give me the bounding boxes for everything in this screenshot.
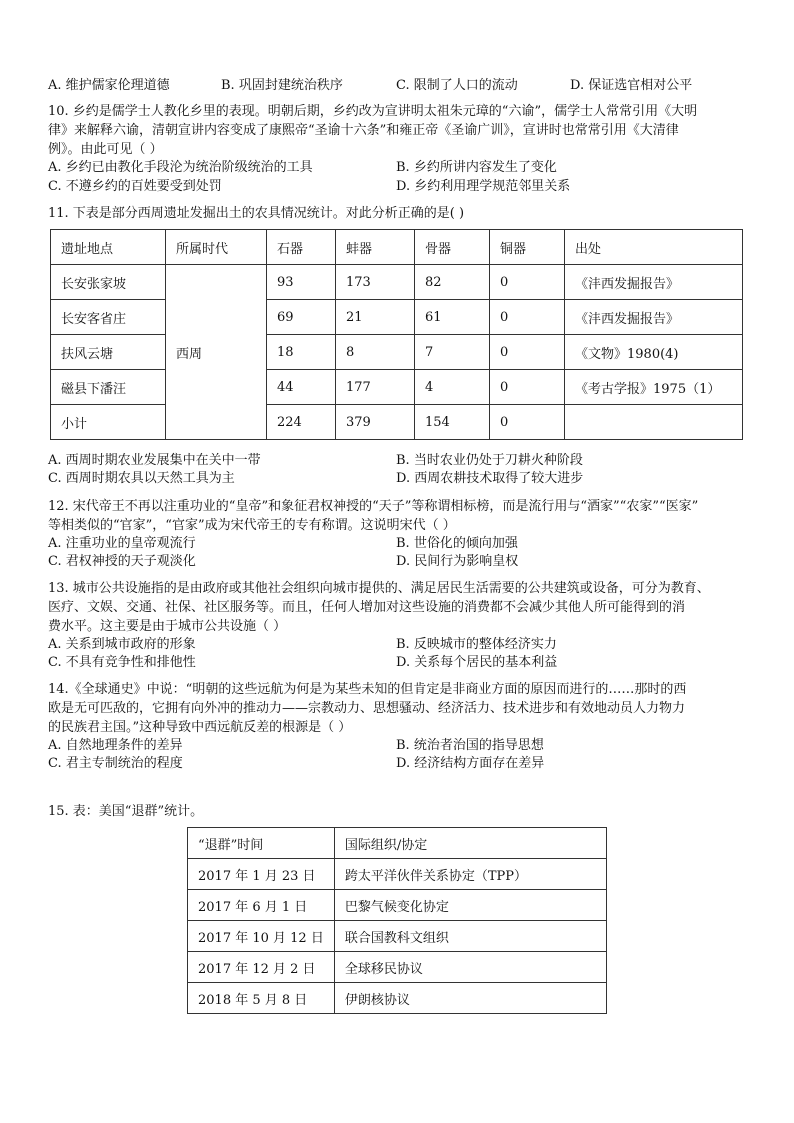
q12-option-c: C. 君权神授的天子观淡化 bbox=[48, 554, 196, 569]
header-cell: “退群”时间 bbox=[188, 828, 335, 859]
era-cell: 西周 bbox=[166, 265, 267, 440]
table-cell: 《沣西发掘报告》 bbox=[565, 300, 743, 335]
table-row bbox=[188, 983, 607, 1014]
q10-option-d: D. 乡约利用理学规范邻里关系 bbox=[396, 179, 571, 194]
q10-stem-line: 例》。由此可见（ ） bbox=[48, 142, 163, 157]
table-cell: 0 bbox=[490, 335, 565, 370]
q13-option-c: C. 不具有竞争性和排他性 bbox=[48, 655, 196, 670]
q11-stem: 11. 下表是部分西周遗址发掘出土的农具情况统计。对此分析正确的是( ) bbox=[48, 206, 465, 221]
q10-stem-line: 10. 乡约是儒学士人教化乡里的表现。明朝后期，乡约改为宣讲明太祖朱元璋的“六谕”，儒学士人常常引用《大明 bbox=[48, 104, 698, 119]
table-cell: 2017 年 10 月 12 日 bbox=[188, 921, 335, 952]
table-cell: 长安张家坡 bbox=[51, 265, 166, 300]
q11-option-d: D. 西周农耕技术取得了较大进步 bbox=[396, 471, 584, 486]
table-row bbox=[188, 890, 607, 921]
table-cell: 全球移民协议 bbox=[334, 952, 606, 983]
header-cell: 石器 bbox=[267, 230, 336, 265]
q14-option-c: C. 君主专制统治的程度 bbox=[48, 756, 183, 771]
q10-option-a: A. 乡约已由教化手段沦为统治阶级统治的工具 bbox=[48, 160, 313, 175]
q9-option-d: D. 保证选官相对公平 bbox=[570, 78, 693, 93]
q14-option-d: D. 经济结构方面存在差异 bbox=[396, 756, 545, 771]
q12-option-a: A. 注重功业的皇帝观流行 bbox=[48, 536, 196, 551]
table-cell: 0 bbox=[490, 300, 565, 335]
table-cell: 8 bbox=[336, 335, 415, 370]
q10-option-c: C. 不遵乡约的百姓要受到处罚 bbox=[48, 179, 222, 194]
table-cell: 173 bbox=[336, 265, 415, 300]
table-cell: 2017 年 12 月 2 日 bbox=[188, 952, 335, 983]
q12-option-d: D. 民间行为影响皇权 bbox=[396, 554, 519, 569]
table-cell: 224 bbox=[267, 405, 336, 440]
table-cell: 4 bbox=[415, 370, 490, 405]
q13-option-a: A. 关系到城市政府的形象 bbox=[48, 637, 196, 652]
table-cell: 《文物》1980(4) bbox=[565, 335, 743, 370]
table-cell: 小计 bbox=[51, 405, 166, 440]
table-cell: 61 bbox=[415, 300, 490, 335]
table-cell: 《考古学报》1975（1） bbox=[565, 370, 743, 405]
q9-option-c: C. 限制了人口的流动 bbox=[396, 78, 518, 93]
header-cell: 骨器 bbox=[415, 230, 490, 265]
q14-option-a: A. 自然地理条件的差异 bbox=[48, 738, 183, 753]
table-row bbox=[51, 265, 743, 300]
q12-stem-line: 等相类似的“官家”，“官家”成为宋代帝王的专有称谓。这说明宋代（ ） bbox=[48, 518, 456, 533]
q9-option-a: A. 维护儒家伦理道德 bbox=[48, 78, 170, 93]
table-cell: 长安客省庄 bbox=[51, 300, 166, 335]
table-cell: 扶风云塘 bbox=[51, 335, 166, 370]
header-cell: 国际组织/协定 bbox=[334, 828, 606, 859]
q15-stem: 15. 表：美国“退群”统计。 bbox=[48, 804, 204, 819]
table-cell: 44 bbox=[267, 370, 336, 405]
table-cell: 177 bbox=[336, 370, 415, 405]
table-cell: 巴黎气候变化协定 bbox=[334, 890, 606, 921]
table-cell: 154 bbox=[415, 405, 490, 440]
table-cell: 82 bbox=[415, 265, 490, 300]
q11-table bbox=[50, 229, 743, 440]
q15-table bbox=[187, 827, 607, 1014]
q14-stem-line: 14.《全球通史》中说：“明朝的这些远航为何是为某些未知的但肯定是非商业方面的原因而进行的……那时的西 bbox=[48, 682, 687, 697]
table-cell: 《沣西发掘报告》 bbox=[565, 265, 743, 300]
header-cell: 铜器 bbox=[490, 230, 565, 265]
q11-option-b: B. 当时农业仍处于刀耕火种阶段 bbox=[396, 453, 583, 468]
table-cell: 跨太平洋伙伴关系协定（TPP） bbox=[334, 859, 606, 890]
q13-stem-line: 13. 城市公共设施指的是由政府或其他社会组织向城市提供的、满足居民生活需要的公共建筑或设备，可分为教育、 bbox=[48, 581, 710, 596]
table-row bbox=[51, 405, 743, 440]
q13-stem-line: 费水平。这主要是由于城市公共设施（ ） bbox=[48, 619, 287, 634]
header-cell: 出处 bbox=[565, 230, 743, 265]
table-cell: 0 bbox=[490, 265, 565, 300]
table-header-row bbox=[51, 230, 743, 265]
table-row bbox=[51, 335, 743, 370]
q11-option-c: C. 西周时期农具以天然工具为主 bbox=[48, 471, 235, 486]
table-cell: 0 bbox=[490, 370, 565, 405]
table-cell: 93 bbox=[267, 265, 336, 300]
table-cell: 磁县下潘汪 bbox=[51, 370, 166, 405]
header-cell: 遗址地点 bbox=[51, 230, 166, 265]
q12-stem-line: 12. 宋代帝王不再以注重功业的“皇帝”和象征君权神授的“天子”等称谓相标榜，而是流行用与“酒家”“农家”“医家” bbox=[48, 499, 699, 514]
table-cell: 69 bbox=[267, 300, 336, 335]
table-cell: 伊朗核协议 bbox=[334, 983, 606, 1014]
table-row bbox=[51, 370, 743, 405]
table-cell: 2018 年 5 月 8 日 bbox=[188, 983, 335, 1014]
table-cell: 0 bbox=[490, 405, 565, 440]
q14-option-b: B. 统治者治国的指导思想 bbox=[396, 738, 544, 753]
table-row bbox=[188, 859, 607, 890]
table-row bbox=[51, 300, 743, 335]
q10-stem-line: 律》来解释六谕，清朝宣讲内容变成了康熙帝“圣谕十六条”和雍正帝《圣谕广训》，宣讲时也常常引用《大清律 bbox=[48, 123, 679, 138]
q13-option-b: B. 反映城市的整体经济实力 bbox=[396, 637, 557, 652]
table-cell: 7 bbox=[415, 335, 490, 370]
table-row bbox=[188, 921, 607, 952]
table-cell: 2017 年 1 月 23 日 bbox=[188, 859, 335, 890]
q11-option-a: A. 西周时期农业发展集中在关中一带 bbox=[48, 453, 261, 468]
table-cell: 联合国教科文组织 bbox=[334, 921, 606, 952]
q13-option-d: D. 关系每个居民的基本利益 bbox=[396, 655, 558, 670]
table-row bbox=[188, 952, 607, 983]
table-header-row bbox=[188, 828, 607, 859]
table-cell: 379 bbox=[336, 405, 415, 440]
header-cell: 所属时代 bbox=[166, 230, 267, 265]
table-cell: 21 bbox=[336, 300, 415, 335]
q12-option-b: B. 世俗化的倾向加强 bbox=[396, 536, 518, 551]
table-cell: 18 bbox=[267, 335, 336, 370]
q10-option-b: B. 乡约所讲内容发生了变化 bbox=[396, 160, 557, 175]
q14-stem-line: 的民族君主国。”这种导致中西远航反差的根源是（ ） bbox=[48, 720, 352, 735]
header-cell: 蚌器 bbox=[336, 230, 415, 265]
q9-option-b: B. 巩固封建统治秩序 bbox=[221, 78, 343, 93]
table-cell: 2017 年 6 月 1 日 bbox=[188, 890, 335, 921]
table-cell bbox=[565, 405, 743, 440]
q14-stem-line: 欧是无可匹敌的，它拥有向外冲的推动力——宗教动力、思想骚动、经济活力、技术进步和有效地动员人力物力 bbox=[48, 701, 686, 716]
q13-stem-line: 医疗、文娱、交通、社保、社区服务等。而且，任何人增加对这些设施的消费都不会减少其他人所可能得到的消 bbox=[48, 600, 686, 615]
